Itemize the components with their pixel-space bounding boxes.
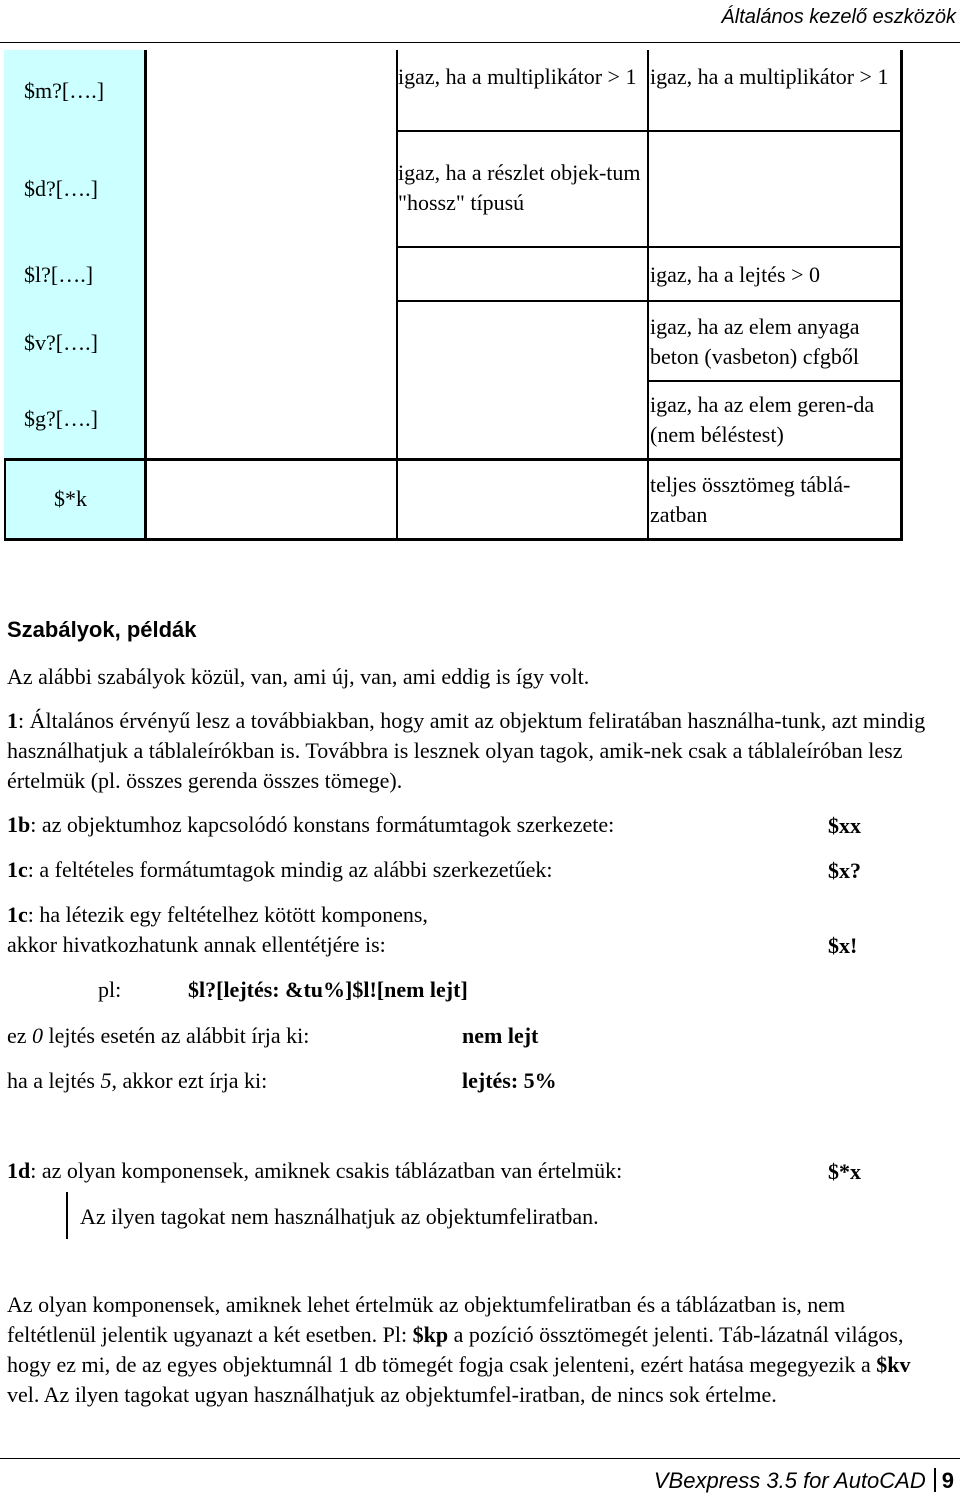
table-cell: teljes össztömeg táblá-zatban xyxy=(650,472,851,527)
table-row-divider xyxy=(4,458,903,461)
product-name: VBexpress 3.5 for AutoCAD xyxy=(653,1468,926,1493)
case-five xyxy=(7,1066,447,1096)
rule-1c-second xyxy=(7,900,932,930)
paragraph-text: vel. Az ilyen tagokat ugyan használhatjuk az objektumfel-iratban, de nincs sok értelme. xyxy=(7,1382,777,1407)
header-divider xyxy=(0,42,960,43)
example-code: $l?[lejtés: &tu%]$l![nem lejt] xyxy=(188,977,468,1002)
table-row-divider xyxy=(396,130,903,132)
table-row-code: $*k xyxy=(54,486,87,511)
paragraph-text: a pozíció össztömegét jelenti. Táb-lázatnál világos, hogy ez mi, de az egyes objektumnál 1 db tömegét fogja csak jelenteni, ezért hatása megegyezik a xyxy=(7,1322,904,1377)
note-indent-bar xyxy=(66,1192,68,1239)
table-row-divider xyxy=(396,300,903,302)
rule-1c xyxy=(7,855,932,885)
rule-1d xyxy=(7,1156,932,1186)
rule-text: : ha létezik egy feltételhez kötött komponens, xyxy=(27,902,428,927)
case-number: 0 xyxy=(32,1023,44,1048)
footer-separator xyxy=(934,1468,936,1492)
rule-label: 1 xyxy=(7,708,18,733)
table-cell: igaz, ha a multiplikátor > 1 xyxy=(650,64,889,89)
table-row-code: $g?[….] xyxy=(24,406,98,431)
table-row-divider xyxy=(647,380,903,382)
footer-divider xyxy=(0,1458,960,1459)
final-paragraph xyxy=(7,1290,932,1410)
rule-1b xyxy=(7,810,932,840)
case-zero xyxy=(7,1021,447,1051)
table-cell: igaz, ha a részlet objek-tum "hossz" típusú xyxy=(398,160,641,215)
rule-code: $xx xyxy=(828,813,861,838)
rule-label: 1c xyxy=(7,902,28,927)
table-row-code: $d?[….] xyxy=(24,176,98,201)
table-col-divider-2 xyxy=(396,50,398,540)
rule-label: 1d xyxy=(7,1158,31,1183)
table-row-code: $m?[….] xyxy=(24,78,105,103)
case-text: lejtés esetén az alábbit írja ki: xyxy=(43,1023,310,1048)
example-label: pl: xyxy=(98,977,122,1002)
section-title: Szabályok, példák xyxy=(7,617,197,642)
case-text: ha a lejtés xyxy=(7,1068,101,1093)
case-five-result: lejtés: 5% xyxy=(462,1068,557,1093)
case-number: 5 xyxy=(100,1068,112,1093)
paragraph-code: $kv xyxy=(876,1352,911,1377)
intro-text: Az alábbi szabályok közül, van, ami új, van, ami eddig is így volt. xyxy=(7,664,590,689)
table-border-right xyxy=(900,50,903,540)
chapter-header: Általános kezelő eszközök xyxy=(721,6,956,28)
rule-code: $x! xyxy=(828,933,858,958)
page-footer xyxy=(654,1468,954,1494)
rule-1 xyxy=(7,706,932,796)
rule-text: : a feltételes formátumtagok mindig az alábbi szerkezetűek: xyxy=(27,857,553,882)
format-table xyxy=(4,50,903,540)
table-border-bottom xyxy=(4,538,903,541)
rule-code: $x? xyxy=(828,858,861,883)
table-cell: igaz, ha az elem anyaga beton (vasbeton) cfgből xyxy=(650,314,860,369)
rule-text: : az objektumhoz kapcsolódó konstans formátumtagok szerkezete: xyxy=(30,812,615,837)
rule-text-line2: akkor hivatkozhatunk annak ellentétjére is: xyxy=(7,932,386,957)
code-column-background xyxy=(4,50,144,540)
table-cell: igaz, ha a lejtés > 0 xyxy=(650,262,821,287)
table-row-code: $v?[….] xyxy=(24,330,98,355)
paragraph-text: Az olyan komponensek, amiknek lehet értelmük az objektumfeliratban és a táblázatban is, nem feltétlenül jelentik ugyanazt a két esetben. Pl: xyxy=(7,1292,846,1347)
table-cell: igaz, ha az elem geren-da (nem béléstest) xyxy=(650,392,875,447)
table-row-divider xyxy=(396,246,903,248)
case-text: , akkor ezt írja ki: xyxy=(111,1068,268,1093)
case-text: ez xyxy=(7,1023,33,1048)
table-border-left xyxy=(4,458,6,540)
rule-text: : Általános érvényű lesz a továbbiakban, hogy amit az objektum feliratában használha-tunk, azt mindig használhatjuk a táblaleírókban is. Továbbra is lesznek olyan tagok, amik-nek csak a táblaleíróban lesz értelmük (pl. összes gerenda összes tömege). xyxy=(7,708,926,793)
paragraph-code: $kp xyxy=(412,1322,449,1347)
page-number: 9 xyxy=(941,1468,954,1493)
rule-label: 1c xyxy=(7,857,28,882)
case-zero-result: nem lejt xyxy=(462,1023,539,1048)
rule-1d-note: Az ilyen tagokat nem használhatjuk az objektumfeliratban. xyxy=(80,1204,599,1229)
rule-text: : az olyan komponensek, amiknek csakis táblázatban van értelmük: xyxy=(30,1158,623,1183)
table-cell: igaz, ha a multiplikátor > 1 xyxy=(398,64,637,89)
rule-code: $*x xyxy=(828,1159,861,1184)
rule-label: 1b xyxy=(7,812,31,837)
table-col-divider-3 xyxy=(647,50,649,540)
table-col-divider-1 xyxy=(144,50,147,540)
table-row-code: $l?[….] xyxy=(24,262,94,287)
